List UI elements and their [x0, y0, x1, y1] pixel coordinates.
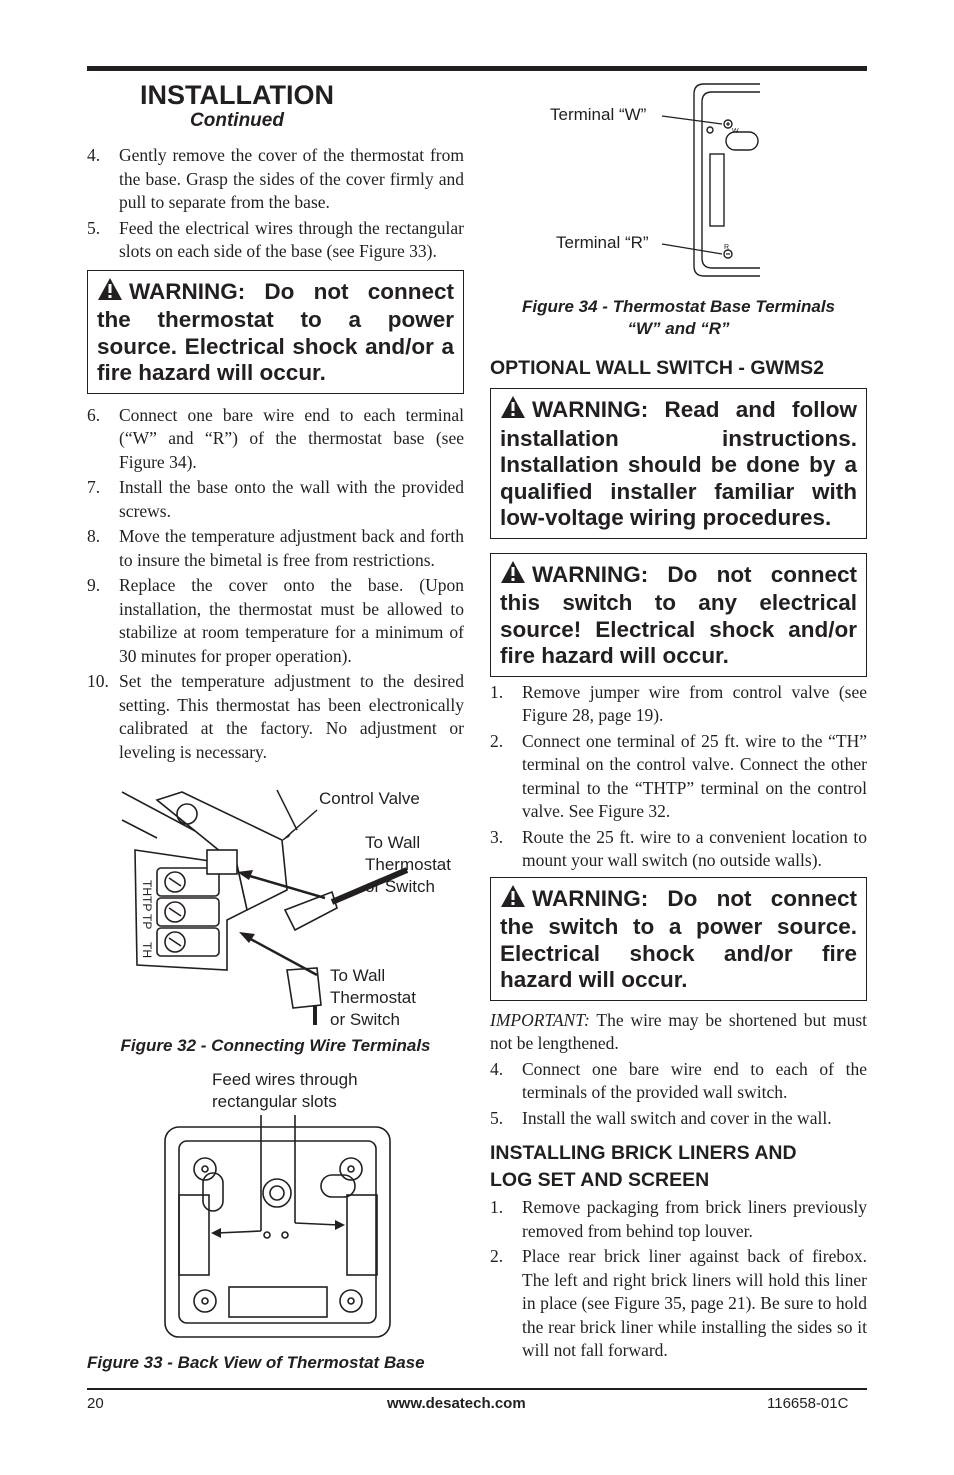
left-column — [87, 80, 464, 766]
warning-icon — [97, 277, 123, 308]
footer-url[interactable]: www.desatech.com — [387, 1395, 526, 1412]
list-item: 6. Connect one bare wire end to each terminal (“W” and “R”) of the thermostat base (see Figure 34). — [87, 404, 464, 472]
to-wall-label-2-line2: Thermostat — [330, 988, 416, 1007]
to-wall-label-1-line1: To Wall — [365, 833, 421, 852]
terminal-w-label: Terminal “W” — [550, 105, 647, 124]
figure-32-caption: Figure 32 - Connecting Wire Terminals — [120, 1036, 431, 1055]
mark-r: R — [724, 244, 730, 251]
figure-34-caption-line1: Figure 34 - Thermostat Base Terminals — [521, 297, 836, 316]
bottom-rule — [87, 1388, 867, 1390]
list-item: 3. Route the 25 ft. wire to a convenient location to mount your wall switch (no outside walls). — [490, 826, 867, 870]
to-wall-label-1-line3: or Switch — [365, 877, 435, 896]
section-subtitle: Continued — [190, 110, 284, 131]
list-item: 10. Set the temperature adjustment to the desired setting. This thermostat has been electronically calibrated at the factory. No adjustment or leveling is necessary. — [87, 671, 464, 762]
to-wall-label-2-line3: or Switch — [330, 1010, 400, 1029]
terminal-label-tp: TP — [140, 914, 154, 930]
list-item: 2. Place rear brick liner against back of firebox. The left and right brick liners will hold this liner in place (see Figure 35, page 21). Be sure to hold the rear brick liner while installing the sides so it will not fall forward. — [490, 1246, 867, 1360]
steps-list-a — [87, 144, 464, 264]
brick-heading-line2: LOG SET AND SCREEN — [490, 1169, 710, 1191]
important-text: The wire may be shortened but must not be lengthened. — [490, 1009, 867, 1053]
list-item: 7. Install the base onto the wall with the provided screws. — [87, 477, 464, 521]
top-rule — [87, 66, 867, 71]
figure-34-drawing — [490, 80, 867, 290]
warning-icon — [500, 560, 526, 591]
list-item: 4. Connect one bare wire end to each of the terminals of the provided wall switch. — [490, 1058, 867, 1102]
feed-wires-label-line2: rectangular slots — [212, 1092, 337, 1111]
important-label: IMPORTANT: — [490, 1009, 590, 1030]
figure-33-caption: Figure 33 - Back View of Thermostat Base — [87, 1353, 425, 1372]
list-item: 4. Gently remove the cover of the thermostat from the base. Grasp the sides of the cover firmly and pull to separate from the base. — [87, 145, 464, 212]
brick-heading-line1: INSTALLING BRICK LINERS AND — [490, 1142, 797, 1164]
warning-box: WARNING: Do not connect the thermostat to a power source. Electrical shock and/or a fire hazard will occur. — [87, 270, 464, 394]
section-title: INSTALLATION — [140, 80, 334, 110]
important-note — [490, 1009, 867, 1056]
figure-32-drawing — [87, 780, 464, 1038]
list-item: 1. Remove packaging from brick liners previously removed from behind top louver. — [490, 1197, 867, 1241]
terminal-r-label: Terminal “R” — [556, 233, 649, 252]
warning-icon — [500, 884, 526, 915]
warning-icon — [500, 395, 526, 426]
page-number: 20 — [87, 1395, 104, 1412]
control-valve-label: Control Valve — [319, 789, 420, 808]
figure-34-caption-line2: “W” and “R” — [627, 319, 730, 338]
steps-list-c — [490, 681, 867, 873]
wall-switch-heading: OPTIONAL WALL SWITCH - GWMS2 — [490, 357, 825, 379]
warning-box: WARNING: Read and follow installation instructions. Installation should be done by a qualified installer familiar with low-voltage wiring procedures. — [490, 388, 867, 539]
to-wall-label-1-line2: Thermostat — [365, 855, 451, 874]
mark-w: W — [732, 128, 739, 135]
list-item: 2. Connect one terminal of 25 ft. wire to the “TH” terminal on the control valve. Connect the other terminal to the “THTP” terminal on the control valve. See Figure 32. — [490, 730, 867, 821]
brick-heading — [490, 1140, 867, 1194]
to-wall-label-2-line1: To Wall — [330, 966, 386, 985]
terminal-label-th: TH — [140, 942, 154, 958]
steps-list-d — [490, 1058, 867, 1131]
figure-33-drawing — [87, 1065, 464, 1355]
figure-34-caption — [490, 296, 867, 340]
steps-list-b — [87, 404, 464, 765]
feed-wires-label-line1: Feed wires through — [212, 1070, 358, 1089]
steps-list-e — [490, 1196, 867, 1363]
list-item: 5. Install the wall switch and cover in the wall. — [490, 1107, 832, 1128]
warning-box: WARNING: Do not connect the switch to a power source. Electrical shock and/or fire hazard will occur. — [490, 877, 867, 1001]
right-column — [490, 355, 867, 1365]
list-item: 1. Remove jumper wire from control valve (see Figure 28, page 19). — [490, 681, 867, 725]
warning-box: WARNING: Do not connect this switch to any electrical source! Electrical shock and/or fire hazard will occur. — [490, 553, 867, 677]
doc-number: 116658-01C — [767, 1395, 849, 1412]
terminal-label-thtp: THTP — [140, 880, 154, 912]
list-item: 8. Move the temperature adjustment back and forth to insure the bimetal is free from restrictions. — [87, 526, 464, 570]
list-item: 5. Feed the electrical wires through the rectangular slots on each side of the base (see Figure 33). — [87, 217, 464, 261]
list-item: 9. Replace the cover onto the base. (Upon installation, the thermostat must be allowed to stabilize at room temperature for a minimum of 30 minutes for proper operation). — [87, 575, 464, 666]
